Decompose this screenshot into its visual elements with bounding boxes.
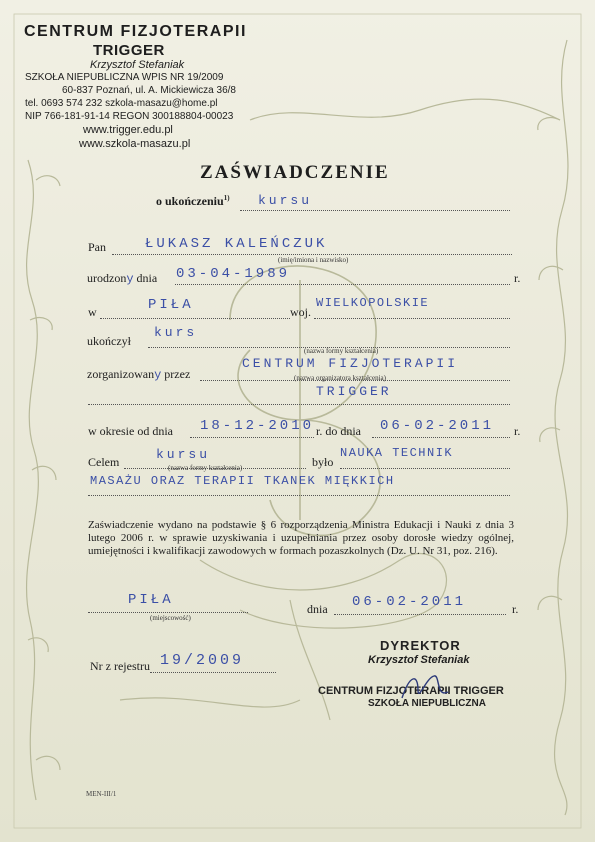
- register-number: 19/2009: [160, 652, 245, 669]
- document-title: ZAŚWIADCZENIE: [200, 162, 390, 183]
- born-label: urodzony dnia: [87, 271, 158, 286]
- contact-line: tel. 0693 574 232 szkola-masazu@home.pl: [25, 98, 218, 109]
- organized-label: zorganizowany przez: [87, 367, 191, 382]
- school-stamp-line-2: SZKOŁA NIEPUBLICZNA: [368, 698, 486, 709]
- goal-was: było: [312, 455, 334, 469]
- goal-form-caption: (nazwa formy kształcenia): [168, 464, 243, 472]
- goal-form: kursu: [156, 447, 211, 462]
- period-label: w okresie od dnia: [88, 424, 173, 438]
- voivodeship-label: woj.: [290, 305, 311, 319]
- issue-date-suffix: r.: [512, 602, 519, 616]
- organizer-caption: (nazwa organizatora kształcenia): [294, 374, 386, 382]
- period-mid: r. do dnia: [316, 424, 361, 438]
- birth-date: 03-04-1989: [176, 266, 291, 282]
- name-value: ŁUKASZ KALEŃCZUK: [145, 236, 328, 252]
- completion-value: kursu: [258, 193, 313, 208]
- director-name: Krzysztof Stefaniak: [368, 654, 470, 666]
- tax-ids: NIP 766-181-91-14 REGON 300188804-00023: [25, 111, 234, 122]
- birth-year-suffix: r.: [514, 271, 521, 285]
- issue-place-caption: (miejscowość): [150, 614, 191, 622]
- director-title: DYREKTOR: [380, 638, 461, 653]
- date-from: 18-12-2010: [200, 418, 315, 434]
- website-link[interactable]: www.trigger.edu.pl: [83, 124, 173, 136]
- completed-label: ukończył: [87, 334, 131, 348]
- completed-value: kurs: [154, 325, 198, 340]
- completion-label: o ukończeniu$^{1)}$: [156, 194, 230, 208]
- birth-place: PIŁA: [148, 297, 194, 313]
- in-label: w: [88, 305, 97, 319]
- issue-date: 06-02-2011: [352, 594, 467, 610]
- pan-label: Pan: [88, 240, 106, 254]
- goal-line-2: MASAŻU ORAZ TERAPII TKANEK MIĘKKICH: [90, 474, 395, 488]
- register-label: Nr z rejestru: [90, 659, 150, 673]
- voivodeship-value: WIELKOPOLSKIE: [316, 296, 430, 310]
- website-link-secondary[interactable]: www.szkola-masazu.pl: [79, 138, 191, 150]
- form-code: MEN-III/1: [86, 790, 117, 798]
- goal-line-1: NAUKA TECHNIK: [340, 446, 454, 460]
- issue-place: PIŁA: [128, 592, 174, 608]
- issue-date-label: dnia: [307, 602, 328, 616]
- director-signature: [396, 668, 456, 708]
- goal-label: Celem: [88, 455, 120, 469]
- form-caption: (nazwa formy kształcenia): [304, 347, 379, 355]
- school-registration: SZKOŁA NIEPUBLICZNA WPIS NR 19/2009: [25, 72, 224, 83]
- organizer-line-1: CENTRUM FIZJOTERAPII: [242, 356, 459, 371]
- legal-basis: Zaświadczenie wydano na podstawie § 6 rozporządzenia Ministra Edukacji i Nauki z dnia 3 lutego 2006 r. w sprawie uzyskiwania i uzupełniania przez osoby dorosłe wiedzy ogólnej, umiejętności i kwalifikacji zawodowych w formach pozaszkolnych (Dz. U. Nr 31, poz. 216).: [88, 519, 514, 557]
- period-suffix: r.: [514, 424, 521, 438]
- organizer-line-2: TRIGGER: [316, 384, 392, 399]
- owner-name: Krzysztof Stefaniak: [90, 59, 185, 71]
- date-to: 06-02-2011: [380, 418, 495, 434]
- school-address: 60-837 Poznań, ul. A. Mickiewicza 36/8: [62, 85, 236, 96]
- name-caption: (imię/imiona i nazwisko): [278, 256, 349, 264]
- school-stamp-line-1: CENTRUM FIZJOTERAPII TRIGGER: [318, 685, 504, 697]
- org-name: CENTRUM FIZJOTERAPII: [24, 23, 247, 40]
- brand-name: TRIGGER: [93, 42, 165, 59]
